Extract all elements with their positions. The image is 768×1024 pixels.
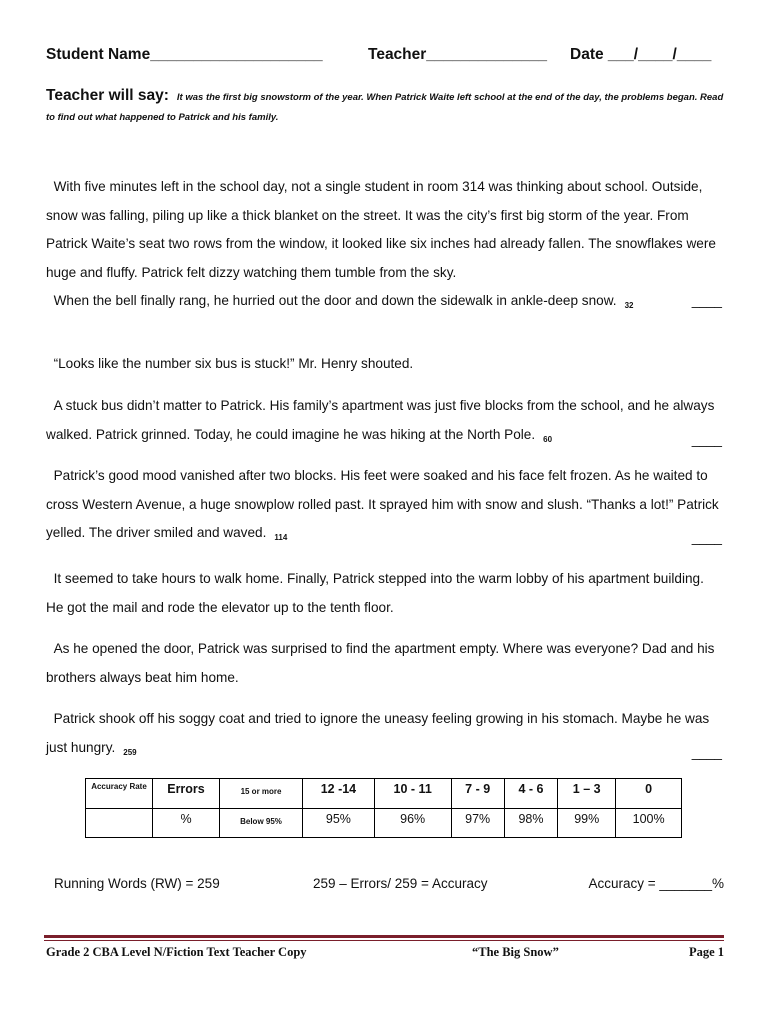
footer-divider	[44, 935, 724, 938]
paragraph-text: As he opened the door, Patrick was surprised to find the apartment empty. Where was everyone? Dad and his brothers always beat him home.	[46, 641, 715, 685]
passage-paragraph-7	[46, 635, 722, 692]
table-cell: 10 - 11	[374, 779, 451, 809]
percent-header: %	[153, 808, 220, 838]
paragraph-text: “Looks like the number six bus is stuck!” Mr. Henry shouted.	[53, 356, 414, 371]
table-cell: 97%	[451, 808, 504, 838]
teacher-says-text: It was the first big snowstorm of the year. When Patrick Waite left school at the end of the day, the problems began. Read to find out what happened to Patrick and his family.	[46, 92, 724, 123]
footer-level: Grade 2 CBA Level N/Fiction Text Teacher Copy	[46, 945, 307, 959]
table-cell: 7 - 9	[451, 779, 504, 809]
table-cell: 4 - 6	[504, 779, 557, 809]
teacher-says-label: Teacher will say:	[46, 87, 169, 104]
paragraph-text: Patrick’s good mood vanished after two blocks. His feet were soaked and his face felt frozen. As he waited to cross Western Avenue, a huge snowplow rolled past. It sprayed him with snow and slush. “Thanks a lot!” Patrick yelled. The driver smiled and waved.	[46, 468, 719, 540]
accuracy-blank: Accuracy = _______%	[588, 876, 724, 891]
passage-paragraph-5	[46, 462, 722, 553]
table-cell: 0	[616, 779, 682, 809]
paragraph-text: When the bell finally rang, he hurried out the door and down the sidewalk in ankle-deep snow.	[53, 293, 617, 308]
errors-header: Errors	[153, 779, 220, 809]
teacher-field: Teacher______________	[368, 46, 547, 63]
word-count: 32	[624, 301, 634, 310]
table-cell: 95%	[303, 808, 375, 838]
page-number: Page 1	[688, 945, 724, 959]
score-blank: ____	[691, 431, 722, 447]
word-count: 259	[123, 747, 137, 757]
table-cell: 12 -14	[303, 779, 375, 809]
running-words: Running Words (RW) = 259	[54, 876, 220, 891]
passage-paragraph-2	[46, 287, 722, 321]
table-cell	[86, 808, 153, 838]
teacher-instructions	[46, 86, 726, 128]
table-row	[86, 808, 682, 838]
score-blank: ____	[691, 293, 722, 308]
table-cell: 15 or more	[220, 779, 303, 809]
table-cell: 96%	[374, 808, 451, 838]
table-row	[86, 779, 682, 809]
table-cell: 99%	[558, 808, 616, 838]
passage-paragraph-6	[46, 565, 722, 622]
word-count: 114	[274, 533, 288, 542]
date-field: Date ___/____/____	[570, 46, 712, 63]
paragraph-text: It seemed to take hours to walk home. Finally, Patrick stepped into the warm lobby of his apartment building. He got the mail and rode the elevator up to the tenth floor.	[46, 571, 704, 615]
word-count: 60	[543, 434, 553, 444]
table-cell: Below 95%	[220, 808, 303, 838]
passage-paragraph-8	[46, 705, 722, 767]
table-cell: 1 – 3	[558, 779, 616, 809]
student-name-field: Student Name____________________	[46, 46, 323, 63]
paragraph-text: A stuck bus didn’t matter to Patrick. His family’s apartment was just five blocks from the school, and he always walked. Patrick grinned. Today, he could imagine he was hiking at the North Pole.	[46, 398, 715, 442]
passage-paragraph-1	[46, 173, 722, 287]
paragraph-text: With five minutes left in the school day, not a single student in room 314 was thinking about school. Outside, snow was falling, piling up like a thick blanket on the street. It was the city’s first big storm of the year. From Patrick Waite’s seat two rows from the window, it looked like six inches had already fallen. The snowflakes were huge and fluffy. Patrick felt dizzy watching them tumble from the sky.	[46, 179, 716, 280]
score-blank: ____	[691, 744, 722, 760]
passage-paragraph-4	[46, 392, 722, 454]
table-cell: 98%	[504, 808, 557, 838]
table-cell: 100%	[616, 808, 682, 838]
passage-paragraph-3	[46, 350, 722, 379]
footer-title: “The Big Snow”	[472, 945, 559, 959]
accuracy-table	[85, 778, 682, 838]
accuracy-formula: 259 – Errors/ 259 = Accuracy	[313, 876, 488, 891]
score-blank: ____	[691, 530, 722, 545]
paragraph-text: Patrick shook off his soggy coat and tried to ignore the uneasy feeling growing in his stomach. Maybe he was just hungry.	[46, 711, 710, 755]
accuracy-rate-header: Accuracy Rate	[86, 779, 153, 809]
footer-divider-thin	[44, 940, 724, 941]
